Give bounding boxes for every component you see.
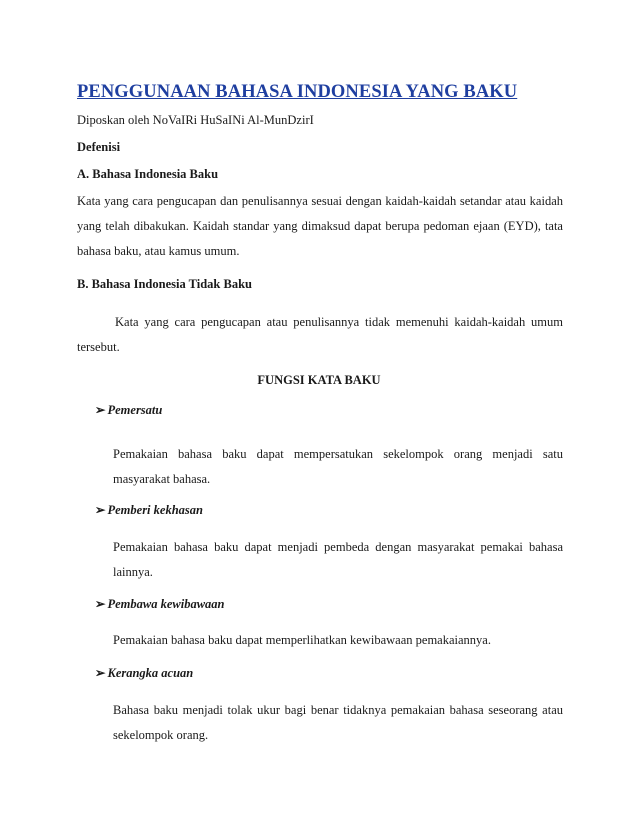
bullet-label: Kerangka acuan — [107, 666, 194, 680]
section-b-text: Kata yang cara pengucapan atau penulisannya tidak memenuhi kaidah-kaidah umum tersebut. — [77, 315, 563, 354]
bullet-text: Pemakaian bahasa baku dapat memperlihatkan kewibawaan pemakaiannya. — [113, 633, 491, 647]
section-a-heading: A. Bahasa Indonesia Baku — [77, 167, 219, 181]
page-title: PENGGUNAAN BAHASA INDONESIA YANG BAKU — [77, 82, 518, 102]
fungsi-title: FUNGSI KATA BAKU — [257, 373, 381, 387]
bullet-text: Bahasa baku menjadi tolak ukur bagi benar tidaknya pemakaian bahasa seseorang atau sekelompok orang. — [113, 703, 563, 742]
bullet-label: Pemberi kekhasan — [107, 503, 203, 517]
bullet-label: Pembawa kewibawaan — [107, 597, 225, 611]
arrow-bullet-icon: ➢ — [95, 597, 106, 611]
arrow-bullet-icon: ➢ — [95, 666, 106, 680]
bullet-item-kerangka-acuan — [95, 665, 193, 681]
bullet-text: Pemakaian bahasa baku dapat menjadi pembeda dengan masyarakat pemakai bahasa lainnya. — [113, 540, 563, 579]
bullet-item-pembawa-kewibawaan — [95, 596, 225, 612]
posted-by-line: Diposkan oleh NoVaIRi HuSaINi Al-MunDzirI — [77, 113, 314, 127]
arrow-bullet-icon: ➢ — [95, 503, 106, 517]
bullet-item-pemersatu — [95, 402, 162, 418]
arrow-bullet-icon: ➢ — [95, 403, 106, 417]
defenisi-heading: Defenisi — [77, 140, 121, 154]
bullet-item-pemberi-kekhasan — [95, 502, 203, 518]
bullet-text: Pemakaian bahasa baku dapat mempersatukan sekelompok orang menjadi satu masyarakat bahasa. — [113, 447, 563, 486]
section-a-text: Kata yang cara pengucapan dan penulisannya sesuai dengan kaidah-kaidah setandar atau kaidah yang telah dibakukan. Kaidah standar yang dimaksud dapat berupa pedoman ejaan (EYD), tata bahasa baku, atau kamus umum. — [77, 194, 563, 258]
section-b-heading: B. Bahasa Indonesia Tidak Baku — [77, 277, 252, 291]
bullet-label: Pemersatu — [107, 403, 163, 417]
